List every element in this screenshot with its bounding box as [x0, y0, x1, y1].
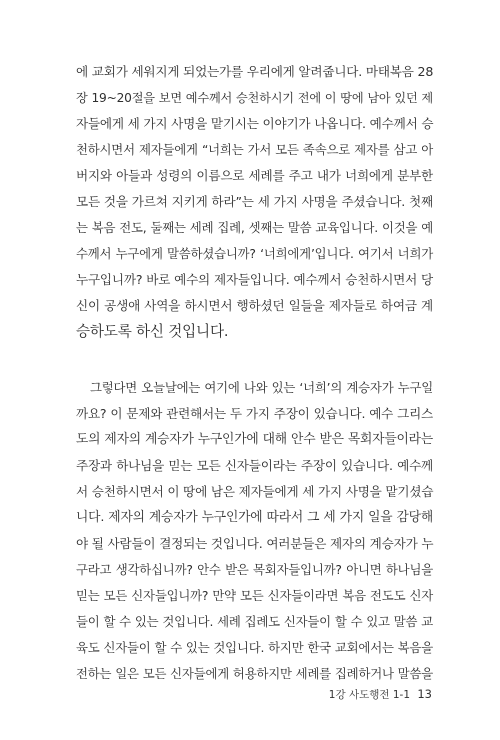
page-footer	[329, 686, 432, 702]
text-line: 천하시면서 제자들에게 “너희는 가서 모든 족속으로 제자를 삼고 아	[76, 142, 433, 157]
text-line: 누구입니까? 바로 예수의 제자들입니다. 예수께서 승천하시면서 당	[76, 272, 433, 287]
page-number: 13	[417, 687, 432, 701]
text-line: 주장과 하나님을 믿는 모든 신자들이라는 주장이 있습니다. 예수께	[76, 458, 433, 473]
text-line: 전하는 일은 모든 신자들에게 허용하지만 세례를 집례하거나 말씀을	[76, 666, 433, 681]
text-line: 서 승천하시면서 이 땅에 남은 제자들에게 세 가지 사명을 맡기셨습	[76, 484, 434, 499]
text-line: 수께서 누구에게 말씀하셨습니까? ‘너희에게’입니다. 여기서 너희가	[76, 246, 433, 261]
text-line: 까요? 이 문제와 관련해서는 두 가지 주장이 있습니다. 예수 그리스	[76, 406, 433, 421]
text-line: 버지와 아들과 성령의 이름으로 세례를 주고 내가 너희에게 분부한	[76, 168, 433, 183]
text-line: 장 19~20절을 보면 예수께서 승천하시기 전에 이 땅에 남아 있던 제	[76, 91, 433, 105]
text-line: 승하도록 하신 것입니다.	[76, 323, 229, 340]
text-line: 육도 신자들이 할 수 있는 것입니다. 하지만 한국 교회에서는 복음을	[76, 640, 433, 655]
text-line: 그렇다면 오늘날에는 여기에 나와 있는 ‘너희’의 계승자가 누구일	[90, 380, 433, 395]
text-line: 자들에게 세 가지 사명을 맡기시는 이야기가 나옵니다. 예수께서 승	[76, 116, 434, 131]
text-line: 모든 것을 가르쳐 지키게 하라”는 세 가지 사명을 주셨습니다. 첫째	[76, 194, 433, 209]
running-footer-chapter: 1강 사도행전 1-1	[328, 689, 411, 701]
text-line: 들이 할 수 있는 것입니다. 세례 집례도 신자들이 할 수 있고 말씀 교	[76, 614, 433, 629]
text-line: 야 될 사람들이 결정되는 것입니다. 여러분들은 제자의 계승자가 누	[76, 536, 434, 551]
text-line: 신이 공생애 사역을 하시면서 행하셨던 일들을 제자들로 하여금 계	[76, 298, 433, 313]
text-line: 는 복음 전도, 둘째는 세례 집례, 셋째는 말씀 교육입니다. 이것을 예	[76, 220, 433, 235]
text-line: 도의 제자의 계승자가 누구인가에 대해 안수 받은 목회자들이라는	[76, 432, 433, 447]
text-line: 구라고 생각하십니까? 안수 받은 목회자들입니까? 아니면 하나님을	[76, 562, 433, 577]
text-line: 믿는 모든 신자들입니까? 만약 모든 신자들이라면 복음 전도도 신자	[76, 588, 433, 603]
text-line: 니다. 제자의 계승자가 누구인가에 따라서 그 세 가지 일을 감당해	[76, 510, 433, 525]
text-line: 에 교회가 세워지게 되었는가를 우리에게 알려줍니다. 마태복음 28	[76, 64, 434, 79]
